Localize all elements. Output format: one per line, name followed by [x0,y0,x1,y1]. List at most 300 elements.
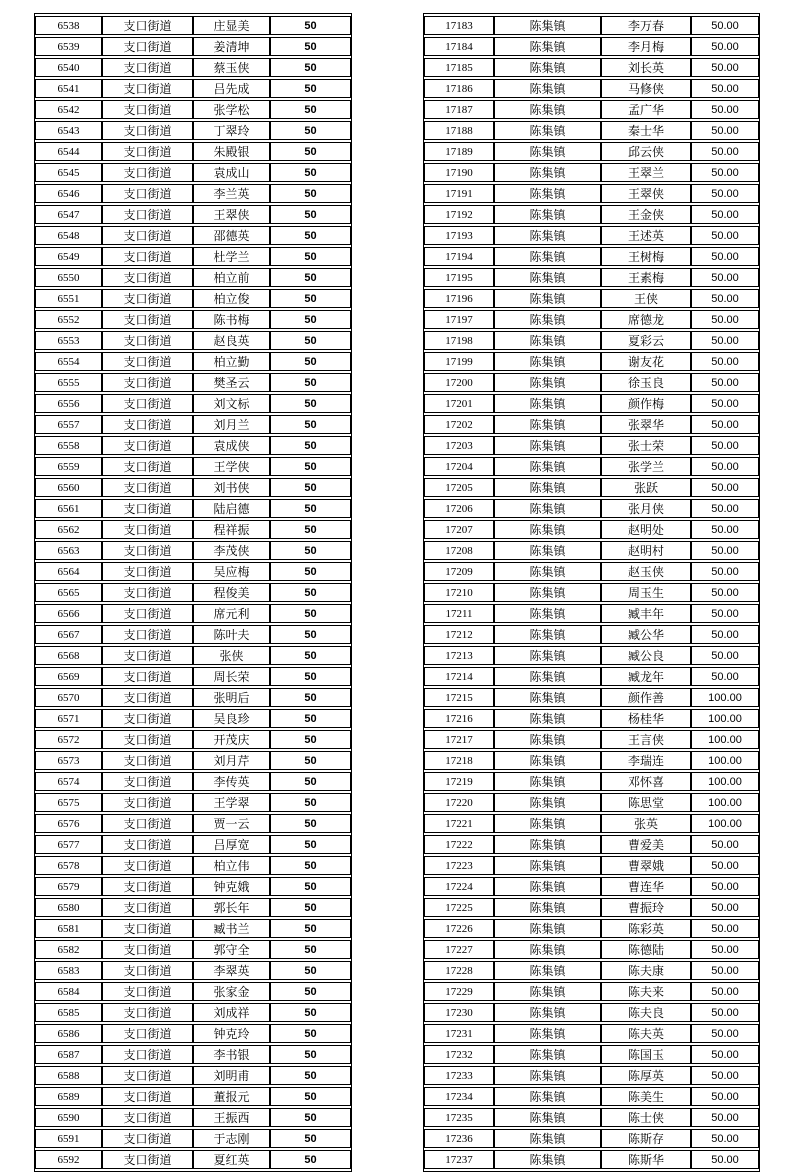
cell-id: 6547 [35,205,102,224]
cell-amount: 50.00 [691,1150,759,1169]
cell-region: 支口街道 [102,268,193,287]
cell-region: 支口街道 [102,709,193,728]
table-row [424,856,759,875]
cell-region: 支口街道 [102,226,193,245]
cell-name: 丁翠玲 [193,121,270,140]
cell-id: 6559 [35,457,102,476]
table-row [424,940,759,959]
cell-name: 陈厚英 [601,1066,691,1085]
cell-name: 王翠兰 [601,163,691,182]
cell-id: 17208 [424,541,494,560]
cell-region: 陈集镇 [494,1150,601,1169]
table-row [424,205,759,224]
cell-amount: 50.00 [691,142,759,161]
cell-region: 支口街道 [102,163,193,182]
cell-region: 支口街道 [102,667,193,686]
cell-amount: 50 [270,205,351,224]
cell-amount: 50.00 [691,58,759,77]
table-row [424,709,759,728]
cell-name: 赵玉侠 [601,562,691,581]
cell-amount: 50 [270,121,351,140]
cell-amount: 50.00 [691,499,759,518]
cell-name: 王树梅 [601,247,691,266]
cell-region: 支口街道 [102,310,193,329]
cell-name: 马修侠 [601,79,691,98]
cell-id: 17200 [424,373,494,392]
table-row [35,16,351,35]
table-row [35,457,351,476]
table-row [35,982,351,1001]
cell-region: 支口街道 [102,730,193,749]
cell-region: 支口街道 [102,37,193,56]
cell-region: 支口街道 [102,1150,193,1169]
table-row [424,604,759,623]
cell-id: 6589 [35,1087,102,1106]
cell-name: 夏彩云 [601,331,691,350]
cell-id: 6584 [35,982,102,1001]
cell-region: 陈集镇 [494,940,601,959]
table-row [424,562,759,581]
cell-amount: 50 [270,1045,351,1064]
cell-name: 秦士华 [601,121,691,140]
cell-name: 庄显美 [193,16,270,35]
table-row [424,541,759,560]
cell-name: 臧公良 [601,646,691,665]
cell-region: 陈集镇 [494,856,601,875]
table-row [35,541,351,560]
cell-region: 陈集镇 [494,583,601,602]
cell-name: 刘文标 [193,394,270,413]
cell-name: 吴良珍 [193,709,270,728]
cell-amount: 50 [270,583,351,602]
cell-id: 17201 [424,394,494,413]
cell-name: 李茂侠 [193,541,270,560]
cell-region: 陈集镇 [494,394,601,413]
cell-id: 17219 [424,772,494,791]
cell-id: 17183 [424,16,494,35]
cell-id: 6554 [35,352,102,371]
table-row [35,1087,351,1106]
table-row [424,667,759,686]
cell-name: 王翠侠 [601,184,691,203]
cell-id: 6558 [35,436,102,455]
table-row [424,373,759,392]
cell-id: 17233 [424,1066,494,1085]
table-row [424,79,759,98]
cell-region: 陈集镇 [494,625,601,644]
cell-region: 支口街道 [102,457,193,476]
table-row [35,1024,351,1043]
cell-region: 支口街道 [102,583,193,602]
cell-id: 17215 [424,688,494,707]
cell-name: 王侠 [601,289,691,308]
cell-amount: 50.00 [691,436,759,455]
cell-region: 支口街道 [102,961,193,980]
cell-amount: 50 [270,436,351,455]
table-row [424,688,759,707]
cell-amount: 50.00 [691,1066,759,1085]
cell-id: 17198 [424,331,494,350]
cell-id: 17209 [424,562,494,581]
cell-name: 蔡玉侠 [193,58,270,77]
cell-name: 王言侠 [601,730,691,749]
cell-name: 陈美生 [601,1087,691,1106]
cell-region: 支口街道 [102,856,193,875]
cell-name: 陆启德 [193,499,270,518]
table-row [35,163,351,182]
cell-region: 支口街道 [102,499,193,518]
cell-region: 支口街道 [102,1003,193,1022]
cell-region: 支口街道 [102,1129,193,1148]
cell-region: 陈集镇 [494,1108,601,1127]
cell-region: 支口街道 [102,478,193,497]
cell-region: 支口街道 [102,562,193,581]
table-row [35,730,351,749]
cell-amount: 100.00 [691,814,759,833]
cell-amount: 50.00 [691,310,759,329]
cell-name: 周长荣 [193,667,270,686]
table-row [35,373,351,392]
table-row [35,772,351,791]
cell-region: 陈集镇 [494,1045,601,1064]
cell-name: 赵明处 [601,520,691,539]
cell-name: 王翠侠 [193,205,270,224]
table-row [35,583,351,602]
cell-amount: 50 [270,604,351,623]
cell-amount: 50 [270,877,351,896]
cell-id: 17232 [424,1045,494,1064]
cell-id: 17237 [424,1150,494,1169]
cell-region: 陈集镇 [494,751,601,770]
cell-amount: 50 [270,856,351,875]
cell-name: 邱云侠 [601,142,691,161]
cell-id: 17214 [424,667,494,686]
cell-region: 陈集镇 [494,982,601,1001]
cell-name: 李兰英 [193,184,270,203]
cell-amount: 50 [270,394,351,413]
cell-region: 陈集镇 [494,415,601,434]
cell-id: 6546 [35,184,102,203]
cell-region: 支口街道 [102,331,193,350]
cell-region: 支口街道 [102,877,193,896]
cell-id: 6590 [35,1108,102,1127]
cell-region: 支口街道 [102,79,193,98]
cell-region: 陈集镇 [494,499,601,518]
table-row [35,289,351,308]
table-row [424,520,759,539]
table-row [35,961,351,980]
cell-name: 孟广华 [601,100,691,119]
table-row [424,499,759,518]
cell-region: 陈集镇 [494,331,601,350]
cell-region: 陈集镇 [494,961,601,980]
cell-region: 支口街道 [102,184,193,203]
cell-id: 6541 [35,79,102,98]
cell-amount: 50.00 [691,835,759,854]
table-row [35,919,351,938]
cell-amount: 50 [270,268,351,287]
cell-amount: 50 [270,289,351,308]
cell-id: 6538 [35,16,102,35]
table-row [35,331,351,350]
cell-amount: 50.00 [691,625,759,644]
cell-id: 6555 [35,373,102,392]
cell-amount: 50 [270,772,351,791]
cell-id: 17221 [424,814,494,833]
cell-name: 陈书梅 [193,310,270,329]
cell-amount: 50 [270,16,351,35]
cell-id: 6583 [35,961,102,980]
table-row [424,100,759,119]
cell-id: 17199 [424,352,494,371]
cell-amount: 50 [270,730,351,749]
cell-name: 张家金 [193,982,270,1001]
cell-name: 刘书侠 [193,478,270,497]
cell-name: 周玉生 [601,583,691,602]
table-row [35,793,351,812]
cell-name: 陈夫良 [601,1003,691,1022]
cell-amount: 50 [270,541,351,560]
cell-region: 陈集镇 [494,373,601,392]
cell-amount: 50.00 [691,184,759,203]
cell-amount: 50 [270,667,351,686]
cell-region: 陈集镇 [494,457,601,476]
cell-name: 陈叶夫 [193,625,270,644]
cell-region: 支口街道 [102,1045,193,1064]
cell-name: 朱殿银 [193,142,270,161]
cell-name: 李月梅 [601,37,691,56]
cell-name: 姜清坤 [193,37,270,56]
table-row [35,604,351,623]
cell-amount: 50 [270,625,351,644]
cell-amount: 50.00 [691,79,759,98]
cell-amount: 50 [270,709,351,728]
table-row [35,268,351,287]
cell-name: 刘明甫 [193,1066,270,1085]
cell-amount: 50 [270,37,351,56]
cell-region: 支口街道 [102,688,193,707]
cell-name: 陈士侠 [601,1108,691,1127]
cell-name: 吕厚宽 [193,835,270,854]
cell-region: 陈集镇 [494,1066,601,1085]
table-row [424,814,759,833]
cell-id: 6553 [35,331,102,350]
cell-region: 支口街道 [102,373,193,392]
cell-id: 6544 [35,142,102,161]
table-row [35,1150,351,1169]
cell-name: 陈彩英 [601,919,691,938]
cell-region: 支口街道 [102,919,193,938]
cell-amount: 50 [270,163,351,182]
cell-amount: 50.00 [691,898,759,917]
cell-name: 杨桂华 [601,709,691,728]
cell-amount: 50.00 [691,16,759,35]
table-row [35,688,351,707]
cell-id: 6550 [35,268,102,287]
cell-name: 席德龙 [601,310,691,329]
cell-amount: 50.00 [691,604,759,623]
cell-name: 陈国玉 [601,1045,691,1064]
table-row [35,478,351,497]
cell-amount: 50 [270,184,351,203]
cell-id: 17206 [424,499,494,518]
cell-name: 陈斯存 [601,1129,691,1148]
cell-region: 陈集镇 [494,163,601,182]
cell-amount: 50 [270,226,351,245]
cell-region: 支口街道 [102,814,193,833]
table-row [35,940,351,959]
cell-id: 17220 [424,793,494,812]
cell-amount: 50.00 [691,1045,759,1064]
cell-region: 支口街道 [102,415,193,434]
cell-name: 臧公华 [601,625,691,644]
table-row [424,226,759,245]
cell-id: 6586 [35,1024,102,1043]
table-row [424,793,759,812]
cell-name: 柏立前 [193,268,270,287]
cell-amount: 50 [270,1066,351,1085]
cell-name: 张月侠 [601,499,691,518]
cell-name: 赵明村 [601,541,691,560]
cell-name: 吕先成 [193,79,270,98]
cell-region: 陈集镇 [494,814,601,833]
table-row [424,1129,759,1148]
cell-amount: 50.00 [691,226,759,245]
cell-id: 17192 [424,205,494,224]
cell-region: 支口街道 [102,1108,193,1127]
table-row [424,16,759,35]
cell-name: 钟克娥 [193,877,270,896]
cell-region: 支口街道 [102,1066,193,1085]
cell-id: 6562 [35,520,102,539]
cell-id: 6579 [35,877,102,896]
cell-amount: 50 [270,478,351,497]
cell-name: 柏立伟 [193,856,270,875]
cell-amount: 50 [270,373,351,392]
table-row [35,58,351,77]
cell-name: 张翠华 [601,415,691,434]
cell-region: 陈集镇 [494,352,601,371]
cell-id: 17231 [424,1024,494,1043]
cell-region: 陈集镇 [494,709,601,728]
table-row [35,37,351,56]
cell-amount: 50.00 [691,457,759,476]
cell-id: 6565 [35,583,102,602]
table-row [35,205,351,224]
cell-region: 陈集镇 [494,688,601,707]
cell-id: 17186 [424,79,494,98]
cell-id: 17228 [424,961,494,980]
cell-name: 王素梅 [601,268,691,287]
cell-id: 17234 [424,1087,494,1106]
cell-amount: 50.00 [691,877,759,896]
cell-id: 6551 [35,289,102,308]
table-row [424,58,759,77]
cell-region: 陈集镇 [494,835,601,854]
table-row [424,877,759,896]
cell-amount: 50 [270,1129,351,1148]
cell-id: 17190 [424,163,494,182]
cell-amount: 50.00 [691,331,759,350]
cell-id: 17236 [424,1129,494,1148]
cell-name: 曹振玲 [601,898,691,917]
cell-amount: 50.00 [691,541,759,560]
table-row [424,415,759,434]
cell-name: 陈夫英 [601,1024,691,1043]
table-row [424,1045,759,1064]
cell-region: 支口街道 [102,100,193,119]
cell-id: 17193 [424,226,494,245]
cell-id: 6556 [35,394,102,413]
table-row [35,814,351,833]
cell-amount: 50.00 [691,856,759,875]
cell-amount: 100.00 [691,772,759,791]
cell-name: 王学翠 [193,793,270,812]
cell-amount: 50 [270,415,351,434]
cell-amount: 50.00 [691,163,759,182]
cell-region: 陈集镇 [494,58,601,77]
cell-id: 6573 [35,751,102,770]
cell-amount: 50.00 [691,583,759,602]
cell-amount: 50.00 [691,1087,759,1106]
cell-region: 陈集镇 [494,79,601,98]
cell-region: 陈集镇 [494,436,601,455]
table-row [35,877,351,896]
cell-name: 臧丰年 [601,604,691,623]
cell-region: 支口街道 [102,982,193,1001]
cell-region: 支口街道 [102,205,193,224]
cell-amount: 100.00 [691,688,759,707]
cell-id: 6568 [35,646,102,665]
cell-region: 陈集镇 [494,1129,601,1148]
cell-amount: 50.00 [691,1024,759,1043]
cell-name: 杜学兰 [193,247,270,266]
table-row [424,919,759,938]
cell-amount: 50 [270,961,351,980]
cell-region: 陈集镇 [494,877,601,896]
cell-amount: 50.00 [691,982,759,1001]
table-row [424,1087,759,1106]
cell-id: 6577 [35,835,102,854]
cell-region: 陈集镇 [494,520,601,539]
cell-region: 支口街道 [102,289,193,308]
table-row [35,499,351,518]
cell-region: 陈集镇 [494,37,601,56]
table-row [35,415,351,434]
table-row [35,1129,351,1148]
cell-name: 张士荣 [601,436,691,455]
cell-region: 支口街道 [102,940,193,959]
cell-amount: 50.00 [691,247,759,266]
cell-name: 李传英 [193,772,270,791]
cell-amount: 50 [270,352,351,371]
table-row [35,247,351,266]
cell-region: 陈集镇 [494,730,601,749]
cell-name: 谢友花 [601,352,691,371]
cell-region: 陈集镇 [494,121,601,140]
cell-name: 吴应梅 [193,562,270,581]
cell-amount: 50.00 [691,415,759,434]
cell-id: 6580 [35,898,102,917]
cell-amount: 50 [270,814,351,833]
cell-region: 陈集镇 [494,310,601,329]
table-row [35,625,351,644]
cell-name: 樊圣云 [193,373,270,392]
cell-amount: 50 [270,79,351,98]
cell-amount: 50 [270,940,351,959]
table-row [424,751,759,770]
cell-region: 陈集镇 [494,247,601,266]
